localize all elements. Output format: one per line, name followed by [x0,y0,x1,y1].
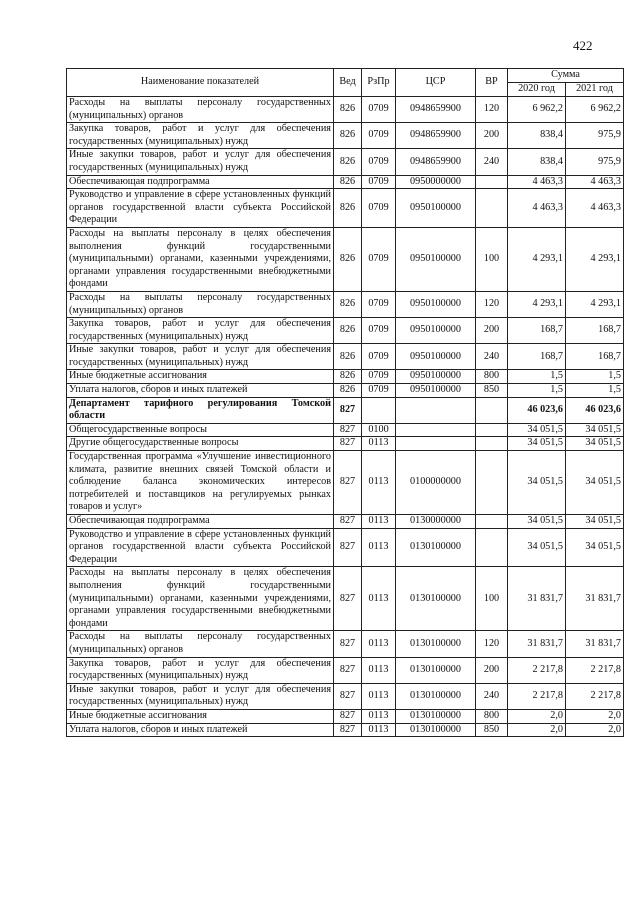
row-2020-cell: 4 293,1 [508,227,566,291]
row-2021-cell: 168,7 [566,344,624,370]
row-ved-cell: 826 [334,344,362,370]
row-rzpr-cell: 0113 [362,683,396,709]
header-year-2021: 2021 год [566,83,624,97]
row-csr-cell: 0100000000 [396,451,476,515]
row-vr-cell [476,423,508,437]
row-vr-cell: 850 [476,384,508,398]
row-vr-cell: 100 [476,567,508,631]
row-ved-cell: 826 [334,189,362,228]
row-2020-cell: 1,5 [508,384,566,398]
row-csr-cell: 0948659900 [396,149,476,175]
budget-table [66,68,624,737]
row-2020-cell: 838,4 [508,123,566,149]
row-2021-cell: 31 831,7 [566,631,624,657]
row-2020-cell: 6 962,2 [508,97,566,123]
row-vr-cell [476,451,508,515]
row-csr-cell [396,423,476,437]
row-2020-cell: 2,0 [508,709,566,723]
row-vr-cell: 120 [476,97,508,123]
row-name-cell: Руководство и управление в сфере установленных функций органов государственной власти субъекта Российской Федерации [67,528,334,567]
row-csr-cell: 0948659900 [396,97,476,123]
table-row [67,451,624,515]
row-2021-cell: 2 217,8 [566,683,624,709]
row-2021-cell: 34 051,5 [566,423,624,437]
row-name-cell: Иные закупки товаров, работ и услуг для обеспечения государственных (муниципальных) нужд [67,683,334,709]
row-name-cell: Обеспечивающая подпрограмма [67,175,334,189]
row-2021-cell: 4 463,3 [566,175,624,189]
header-rzpr: РзПр [362,69,396,97]
row-name-cell: Обеспечивающая подпрограмма [67,515,334,529]
row-2021-cell: 1,5 [566,384,624,398]
table-row [67,515,624,529]
row-2020-cell: 46 023,6 [508,397,566,423]
row-2021-cell: 34 051,5 [566,437,624,451]
table-row [67,528,624,567]
row-vr-cell [476,189,508,228]
row-vr-cell: 120 [476,291,508,317]
row-vr-cell: 200 [476,657,508,683]
row-csr-cell: 0950100000 [396,291,476,317]
row-name-cell: Иные бюджетные ассигнования [67,709,334,723]
row-ved-cell: 826 [334,149,362,175]
row-ved-cell: 826 [334,318,362,344]
row-vr-cell: 200 [476,123,508,149]
row-csr-cell: 0950100000 [396,227,476,291]
row-2020-cell: 34 051,5 [508,515,566,529]
row-rzpr-cell: 0113 [362,631,396,657]
row-name-cell: Иные закупки товаров, работ и услуг для обеспечения государственных (муниципальных) нужд [67,149,334,175]
table-row [67,709,624,723]
row-rzpr-cell: 0113 [362,657,396,683]
row-name-cell: Расходы на выплаты персоналу в целях обеспечения выполнения функций государственными (муниципальными) органами, казенными учреждениями, органами управления государственными внебюджетными фондами [67,567,334,631]
row-rzpr-cell [362,397,396,423]
row-name-cell: Расходы на выплаты персоналу в целях обеспечения выполнения функций государственными (муниципальными) органами, казенными учреждениями, органами управления государственными внебюджетными фондами [67,227,334,291]
row-vr-cell [476,437,508,451]
row-vr-cell [476,397,508,423]
row-2020-cell: 4 463,3 [508,175,566,189]
row-rzpr-cell: 0709 [362,344,396,370]
row-csr-cell [396,397,476,423]
table-row [67,175,624,189]
row-csr-cell: 0130100000 [396,723,476,737]
row-name-cell: Расходы на выплаты персоналу государственных (муниципальных) органов [67,631,334,657]
row-2021-cell: 2,0 [566,723,624,737]
table-row [67,397,624,423]
row-2021-cell: 34 051,5 [566,528,624,567]
row-name-cell: Департамент тарифного регулирования Томской области [67,397,334,423]
row-ved-cell: 826 [334,370,362,384]
header-csr: ЦСР [396,69,476,97]
row-ved-cell: 826 [334,97,362,123]
row-2021-cell: 2 217,8 [566,657,624,683]
row-ved-cell: 827 [334,437,362,451]
row-ved-cell: 826 [334,123,362,149]
row-ved-cell: 827 [334,683,362,709]
row-name-cell: Закупка товаров, работ и услуг для обеспечения государственных (муниципальных) нужд [67,657,334,683]
row-vr-cell: 850 [476,723,508,737]
table-row [67,437,624,451]
row-2021-cell: 6 962,2 [566,97,624,123]
row-csr-cell: 0130100000 [396,709,476,723]
row-2020-cell: 2,0 [508,723,566,737]
row-name-cell: Закупка товаров, работ и услуг для обеспечения государственных (муниципальных) нужд [67,123,334,149]
header-year-2020: 2020 год [508,83,566,97]
row-2021-cell: 168,7 [566,318,624,344]
row-vr-cell [476,515,508,529]
table-row [67,227,624,291]
row-2020-cell: 31 831,7 [508,567,566,631]
row-rzpr-cell: 0113 [362,723,396,737]
row-2020-cell: 34 051,5 [508,423,566,437]
row-csr-cell: 0130100000 [396,631,476,657]
row-2020-cell: 2 217,8 [508,657,566,683]
row-vr-cell: 100 [476,227,508,291]
row-ved-cell: 826 [334,227,362,291]
row-name-cell: Иные бюджетные ассигнования [67,370,334,384]
table-row [67,631,624,657]
row-csr-cell: 0950100000 [396,370,476,384]
row-vr-cell: 800 [476,370,508,384]
table-row [67,567,624,631]
row-ved-cell: 827 [334,528,362,567]
row-ved-cell: 827 [334,515,362,529]
row-name-cell: Уплата налогов, сборов и иных платежей [67,384,334,398]
row-2020-cell: 34 051,5 [508,451,566,515]
row-rzpr-cell: 0709 [362,227,396,291]
row-ved-cell: 827 [334,709,362,723]
table-row [67,149,624,175]
row-csr-cell: 0950100000 [396,384,476,398]
row-vr-cell: 200 [476,318,508,344]
row-name-cell: Государственная программа «Улучшение инвестиционного климата, развитие внешних связей Томской области и соблюдение баланса экономических интересов потребителей и поставщиков на регулируемых рынках товаров и услуг» [67,451,334,515]
row-rzpr-cell: 0100 [362,423,396,437]
row-2021-cell: 31 831,7 [566,567,624,631]
row-rzpr-cell: 0709 [362,384,396,398]
header-vr: ВР [476,69,508,97]
row-rzpr-cell: 0113 [362,451,396,515]
row-name-cell: Другие общегосударственные вопросы [67,437,334,451]
row-2020-cell: 34 051,5 [508,437,566,451]
row-2021-cell: 34 051,5 [566,515,624,529]
table-row [67,657,624,683]
table-row [67,423,624,437]
row-name-cell: Уплата налогов, сборов и иных платежей [67,723,334,737]
row-vr-cell: 240 [476,683,508,709]
row-2020-cell: 838,4 [508,149,566,175]
row-csr-cell: 0950100000 [396,189,476,228]
row-ved-cell: 826 [334,384,362,398]
row-name-cell: Расходы на выплаты персоналу государственных (муниципальных) органов [67,97,334,123]
row-csr-cell: 0130100000 [396,683,476,709]
row-2021-cell: 2,0 [566,709,624,723]
row-rzpr-cell: 0113 [362,567,396,631]
row-rzpr-cell: 0113 [362,437,396,451]
row-ved-cell: 827 [334,423,362,437]
table-row [67,370,624,384]
row-2021-cell: 46 023,6 [566,397,624,423]
row-ved-cell: 827 [334,567,362,631]
table-row [67,123,624,149]
row-vr-cell: 800 [476,709,508,723]
row-2021-cell: 1,5 [566,370,624,384]
row-2021-cell: 975,9 [566,149,624,175]
row-csr-cell: 0948659900 [396,123,476,149]
row-rzpr-cell: 0113 [362,528,396,567]
row-2020-cell: 31 831,7 [508,631,566,657]
row-2020-cell: 4 293,1 [508,291,566,317]
row-rzpr-cell: 0709 [362,370,396,384]
row-vr-cell [476,528,508,567]
row-ved-cell: 827 [334,723,362,737]
row-csr-cell: 0130100000 [396,567,476,631]
row-rzpr-cell: 0709 [362,318,396,344]
row-ved-cell: 826 [334,175,362,189]
row-name-cell: Расходы на выплаты персоналу государственных (муниципальных) органов [67,291,334,317]
table-row [67,291,624,317]
row-rzpr-cell: 0709 [362,149,396,175]
row-ved-cell: 827 [334,631,362,657]
table-row [67,189,624,228]
table-row [67,723,624,737]
row-ved-cell: 827 [334,397,362,423]
row-ved-cell: 826 [334,291,362,317]
table-row [67,318,624,344]
row-name-cell: Иные закупки товаров, работ и услуг для обеспечения государственных (муниципальных) нужд [67,344,334,370]
row-csr-cell: 0950000000 [396,175,476,189]
row-name-cell: Закупка товаров, работ и услуг для обеспечения государственных (муниципальных) нужд [67,318,334,344]
table-row [67,683,624,709]
row-2021-cell: 4 293,1 [566,227,624,291]
row-2020-cell: 168,7 [508,344,566,370]
row-name-cell: Общегосударственные вопросы [67,423,334,437]
row-2020-cell: 4 463,3 [508,189,566,228]
header-ved: Вед [334,69,362,97]
row-rzpr-cell: 0709 [362,291,396,317]
row-2021-cell: 34 051,5 [566,451,624,515]
row-2020-cell: 168,7 [508,318,566,344]
row-vr-cell [476,175,508,189]
row-ved-cell: 827 [334,451,362,515]
row-rzpr-cell: 0113 [362,709,396,723]
row-rzpr-cell: 0709 [362,175,396,189]
row-name-cell: Руководство и управление в сфере установленных функций органов государственной власти субъекта Российской Федерации [67,189,334,228]
table-row [67,384,624,398]
row-2020-cell: 34 051,5 [508,528,566,567]
row-vr-cell: 240 [476,149,508,175]
row-vr-cell: 120 [476,631,508,657]
table-row [67,344,624,370]
row-csr-cell [396,437,476,451]
row-csr-cell: 0130000000 [396,515,476,529]
row-2020-cell: 2 217,8 [508,683,566,709]
table-row [67,97,624,123]
row-2021-cell: 4 463,3 [566,189,624,228]
row-rzpr-cell: 0709 [362,97,396,123]
row-rzpr-cell: 0709 [362,189,396,228]
row-2020-cell: 1,5 [508,370,566,384]
header-sum: Сумма [508,69,624,83]
row-2021-cell: 4 293,1 [566,291,624,317]
row-csr-cell: 0950100000 [396,344,476,370]
header-name: Наименование показателей [67,69,334,97]
row-vr-cell: 240 [476,344,508,370]
row-rzpr-cell: 0113 [362,515,396,529]
row-csr-cell: 0950100000 [396,318,476,344]
row-rzpr-cell: 0709 [362,123,396,149]
row-ved-cell: 827 [334,657,362,683]
row-csr-cell: 0130100000 [396,657,476,683]
row-2021-cell: 975,9 [566,123,624,149]
row-csr-cell: 0130100000 [396,528,476,567]
page-number: 422 [573,38,593,53]
